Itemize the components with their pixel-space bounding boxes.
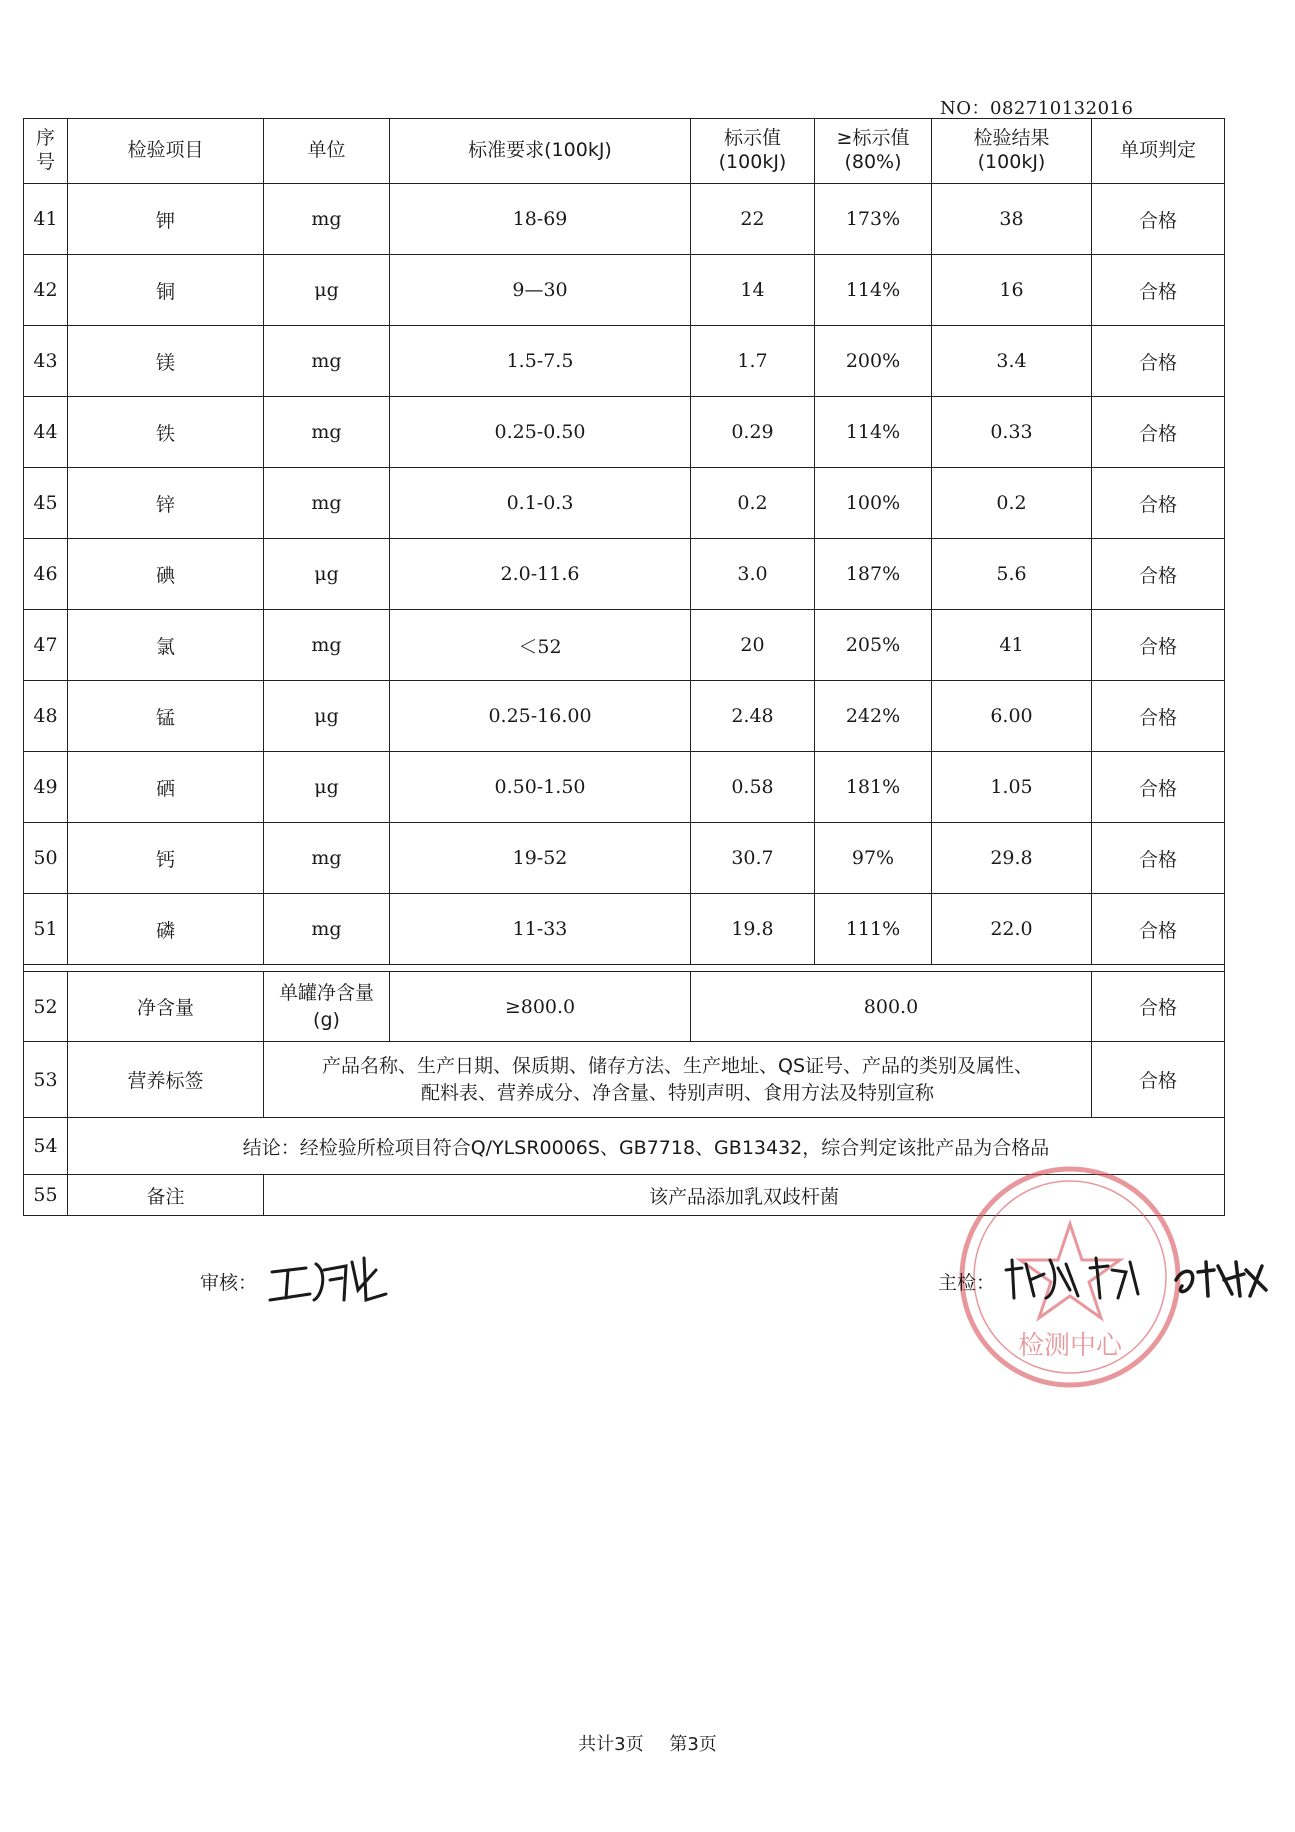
row-result: 6.00 xyxy=(932,681,1092,752)
row-judgement: 合格 xyxy=(1092,894,1225,965)
nutrition-label-line1: 产品名称、生产日期、保质期、储存方法、生产地址、QS证号、产品的类别及属性、 xyxy=(321,1054,1034,1077)
conclusion-seq: 54 xyxy=(24,1118,68,1175)
header-result-line1: 检验结果 xyxy=(973,127,1050,150)
row-seq: 48 xyxy=(24,681,68,752)
net-content-unit: 单罐净含量(g) xyxy=(264,972,390,1042)
row-labeled-value: 19.8 xyxy=(691,894,815,965)
page-footer xyxy=(0,1730,1295,1756)
header-unit: 单位 xyxy=(264,119,390,184)
row-labeled-value: 14 xyxy=(691,255,815,326)
net-content-item: 净含量 xyxy=(68,972,264,1042)
row-standard: ＜52 xyxy=(390,610,691,681)
row-result: 38 xyxy=(932,184,1092,255)
row-standard: 0.50-1.50 xyxy=(390,752,691,823)
row-standard: 18-69 xyxy=(390,184,691,255)
row-result: 5.6 xyxy=(932,539,1092,610)
row-item: 锰 xyxy=(68,681,264,752)
row-result: 0.33 xyxy=(932,397,1092,468)
row-result: 3.4 xyxy=(932,326,1092,397)
table-row xyxy=(24,752,1225,823)
row-percent: 114% xyxy=(815,255,932,326)
table-row xyxy=(24,255,1225,326)
row-labeled-value: 3.0 xyxy=(691,539,815,610)
row-seq: 51 xyxy=(24,894,68,965)
row-result: 41 xyxy=(932,610,1092,681)
table-row xyxy=(24,539,1225,610)
inspector-label: 主检： xyxy=(938,1272,996,1294)
row-standard: 0.25-0.50 xyxy=(390,397,691,468)
row-seq: 42 xyxy=(24,255,68,326)
row-judgement: 合格 xyxy=(1092,184,1225,255)
total-pages: 共计3页 xyxy=(578,1734,644,1755)
table-row xyxy=(24,397,1225,468)
row-labeled-value: 0.2 xyxy=(691,468,815,539)
row-result: 16 xyxy=(932,255,1092,326)
row-item: 硒 xyxy=(68,752,264,823)
row-item: 磷 xyxy=(68,894,264,965)
header-result xyxy=(932,119,1092,184)
row-seq: 45 xyxy=(24,468,68,539)
row-labeled-value: 30.7 xyxy=(691,823,815,894)
net-content-result: 800.0 xyxy=(691,972,1092,1042)
header-judgement: 单项判定 xyxy=(1092,119,1225,184)
header-item: 检验项目 xyxy=(68,119,264,184)
row-judgement: 合格 xyxy=(1092,610,1225,681)
row-percent: 181% xyxy=(815,752,932,823)
header-ge-line2: (80%) xyxy=(844,151,902,173)
row-item: 镁 xyxy=(68,326,264,397)
row-judgement: 合格 xyxy=(1092,255,1225,326)
row-percent: 205% xyxy=(815,610,932,681)
row-standard: 9—30 xyxy=(390,255,691,326)
row-standard: 2.0-11.6 xyxy=(390,539,691,610)
reviewer-label: 审核： xyxy=(200,1272,258,1294)
row-percent: 173% xyxy=(815,184,932,255)
row-labeled-value: 22 xyxy=(691,184,815,255)
report-number: NO：082710132016 xyxy=(940,98,1134,119)
row-unit: mg xyxy=(264,894,390,965)
table-row xyxy=(24,468,1225,539)
row-standard: 0.1-0.3 xyxy=(390,468,691,539)
row-labeled-value: 2.48 xyxy=(691,681,815,752)
row-judgement: 合格 xyxy=(1092,681,1225,752)
row-percent: 111% xyxy=(815,894,932,965)
table-row xyxy=(24,184,1225,255)
remarks-label: 备注 xyxy=(68,1175,264,1216)
row-judgement: 合格 xyxy=(1092,752,1225,823)
row-labeled-value: 20 xyxy=(691,610,815,681)
net-content-judgement: 合格 xyxy=(1092,972,1225,1042)
header-ge-labeled xyxy=(815,119,932,184)
table-header-row xyxy=(24,119,1225,184)
row-seq: 44 xyxy=(24,397,68,468)
row-standard: 1.5-7.5 xyxy=(390,326,691,397)
row-item: 铜 xyxy=(68,255,264,326)
nutrition-label-item: 营养标签 xyxy=(68,1042,264,1118)
row-result: 22.0 xyxy=(932,894,1092,965)
row-result: 0.2 xyxy=(932,468,1092,539)
header-result-line2: (100kJ) xyxy=(977,151,1046,173)
row-standard: 19-52 xyxy=(390,823,691,894)
remarks-seq: 55 xyxy=(24,1175,68,1216)
table-row xyxy=(24,894,1225,965)
row-unit: μg xyxy=(264,255,390,326)
header-labeled-value xyxy=(691,119,815,184)
row-unit: mg xyxy=(264,823,390,894)
row-unit: mg xyxy=(264,184,390,255)
row-item: 锌 xyxy=(68,468,264,539)
row-standard: 0.25-16.00 xyxy=(390,681,691,752)
row-item: 碘 xyxy=(68,539,264,610)
table-row xyxy=(24,823,1225,894)
header-labeled-line2: (100kJ) xyxy=(718,151,787,173)
row-seq: 47 xyxy=(24,610,68,681)
separator-row xyxy=(24,965,1225,972)
row-standard: 11-33 xyxy=(390,894,691,965)
current-page: 第3页 xyxy=(669,1734,717,1755)
row-unit: μg xyxy=(264,539,390,610)
separator-cell xyxy=(24,965,1225,972)
seal-text: 检测中心 xyxy=(1017,1331,1123,1361)
row-unit: mg xyxy=(264,326,390,397)
row-unit: mg xyxy=(264,397,390,468)
row-seq: 41 xyxy=(24,184,68,255)
inspector-signatures xyxy=(1000,1250,1280,1310)
row-seq: 50 xyxy=(24,823,68,894)
net-content-standard: ≥800.0 xyxy=(390,972,691,1042)
conclusion-text: 结论：经检验所检项目符合Q/YLSR0006S、GB7718、GB13432，综合判定该批产品为合格品 xyxy=(68,1118,1225,1175)
row-percent: 242% xyxy=(815,681,932,752)
row-unit: μg xyxy=(264,752,390,823)
nutrition-label-line2: 配料表、营养成分、净含量、特别声明、食用方法及特别宣称 xyxy=(420,1081,934,1104)
nutrition-label-content xyxy=(264,1042,1092,1118)
header-ge-line1: ≥标示值 xyxy=(836,127,910,150)
row-labeled-value: 1.7 xyxy=(691,326,815,397)
table-row xyxy=(24,610,1225,681)
row-item: 钙 xyxy=(68,823,264,894)
row-percent: 187% xyxy=(815,539,932,610)
row-percent: 200% xyxy=(815,326,932,397)
nutrition-label-seq: 53 xyxy=(24,1042,68,1118)
header-standard: 标准要求(100kJ) xyxy=(390,119,691,184)
remarks-text: 该产品添加乳双歧杆菌 xyxy=(264,1175,1225,1216)
row-item: 铁 xyxy=(68,397,264,468)
row-judgement: 合格 xyxy=(1092,326,1225,397)
row-judgement: 合格 xyxy=(1092,823,1225,894)
row-seq: 46 xyxy=(24,539,68,610)
net-content-seq: 52 xyxy=(24,972,68,1042)
row-seq: 49 xyxy=(24,752,68,823)
row-judgement: 合格 xyxy=(1092,468,1225,539)
nutrition-label-judgement: 合格 xyxy=(1092,1042,1225,1118)
net-content-row xyxy=(24,972,1225,1042)
reviewer-signature xyxy=(266,1250,396,1310)
row-result: 1.05 xyxy=(932,752,1092,823)
table-row xyxy=(24,681,1225,752)
table-row xyxy=(24,326,1225,397)
row-unit: mg xyxy=(264,610,390,681)
row-result: 29.8 xyxy=(932,823,1092,894)
row-item: 钾 xyxy=(68,184,264,255)
test-results-table xyxy=(23,118,1225,1216)
row-labeled-value: 0.58 xyxy=(691,752,815,823)
row-percent: 97% xyxy=(815,823,932,894)
row-unit: μg xyxy=(264,681,390,752)
row-seq: 43 xyxy=(24,326,68,397)
row-judgement: 合格 xyxy=(1092,397,1225,468)
header-labeled-line1: 标示值 xyxy=(723,127,781,150)
row-labeled-value: 0.29 xyxy=(691,397,815,468)
row-judgement: 合格 xyxy=(1092,539,1225,610)
row-unit: mg xyxy=(264,468,390,539)
header-seq: 序号 xyxy=(24,119,68,184)
row-percent: 114% xyxy=(815,397,932,468)
row-percent: 100% xyxy=(815,468,932,539)
nutrition-label-row xyxy=(24,1042,1225,1118)
row-item: 氯 xyxy=(68,610,264,681)
